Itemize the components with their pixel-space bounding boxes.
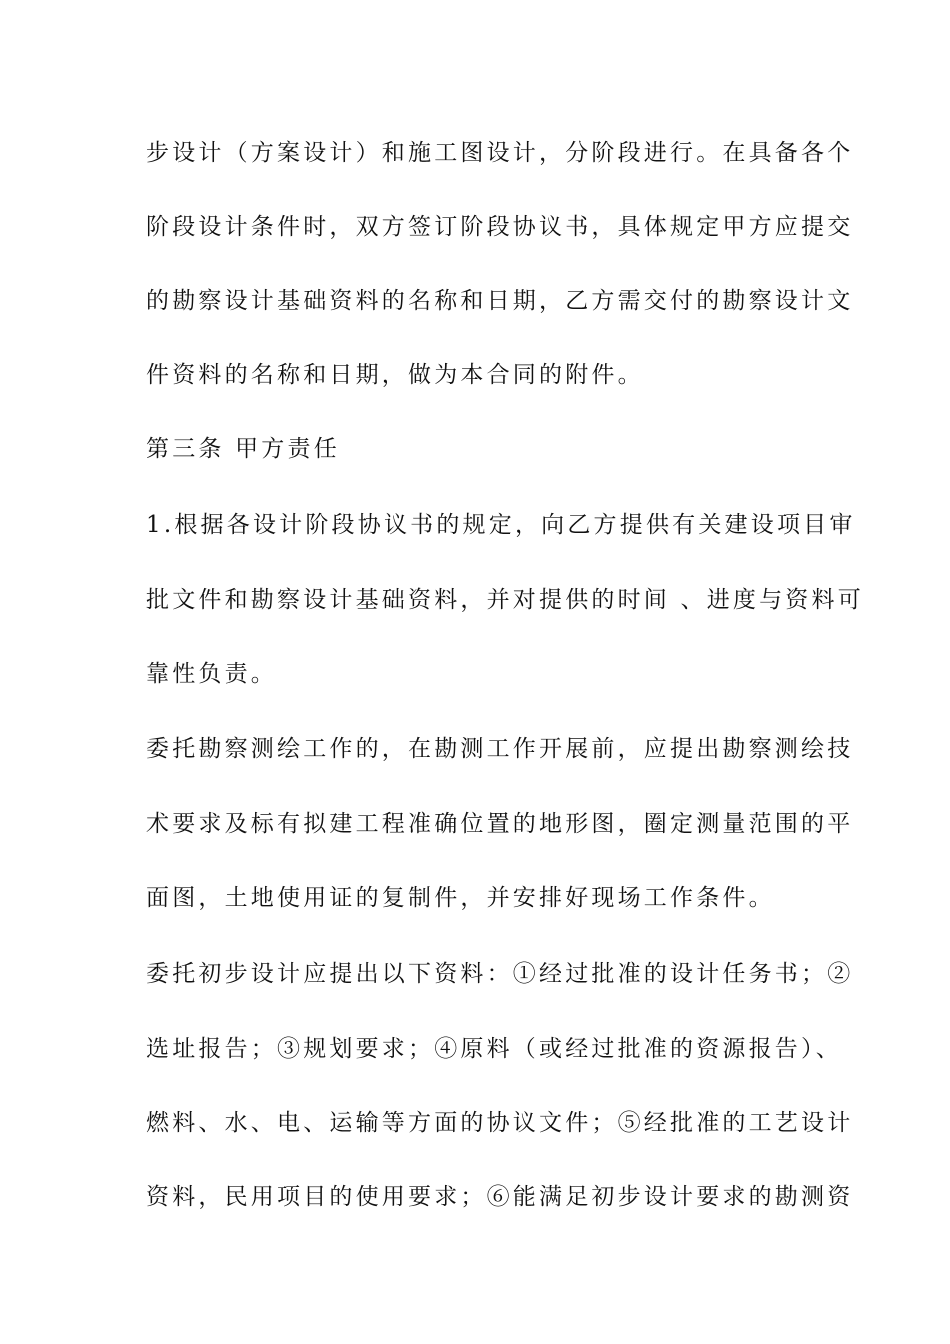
paragraph-line-12: 委托初步设计应提出以下资料：①经过批准的设计任务书；② (146, 961, 854, 987)
paragraph-line-7: 批文件和勘察设计基础资料，并对提供的时间 、进度与资料可 (146, 587, 864, 613)
paragraph-line-9: 委托勘察测绘工作的，在勘测工作开展前，应提出勘察测绘技 (146, 736, 854, 762)
paragraph-line-15: 资料，民用项目的使用要求；⑥能满足初步设计要求的勘测资 (146, 1184, 854, 1210)
paragraph-line-14: 燃料、水、电、运输等方面的协议文件；⑤经批准的工艺设计 (146, 1110, 854, 1136)
paragraph-line-6: 1.根据各设计阶段协议书的规定，向乙方提供有关建设项目审 (146, 512, 856, 538)
paragraph-line-4: 件资料的名称和日期，做为本合同的附件。 (146, 362, 644, 388)
paragraph-line-11: 面图，土地使用证的复制件，并安排好现场工作条件。 (146, 885, 775, 911)
paragraph-line-8: 靠性负责。 (146, 661, 277, 687)
paragraph-line-1: 步设计（方案设计）和施工图设计，分阶段进行。在具备各个 (146, 140, 854, 166)
paragraph-line-2: 阶段设计条件时，双方签订阶段协议书，具体规定甲方应提交 (146, 214, 854, 240)
paragraph-line-13: 选址报告；③规划要求；④原料（或经过批准的资源报告）、 (146, 1036, 842, 1062)
section-heading: 第三条 甲方责任 (146, 436, 340, 462)
paragraph-line-10: 术要求及标有拟建工程准确位置的地形图，圈定测量范围的平 (146, 811, 854, 837)
paragraph-line-3: 的勘察设计基础资料的名称和日期，乙方需交付的勘察设计文 (146, 288, 854, 314)
